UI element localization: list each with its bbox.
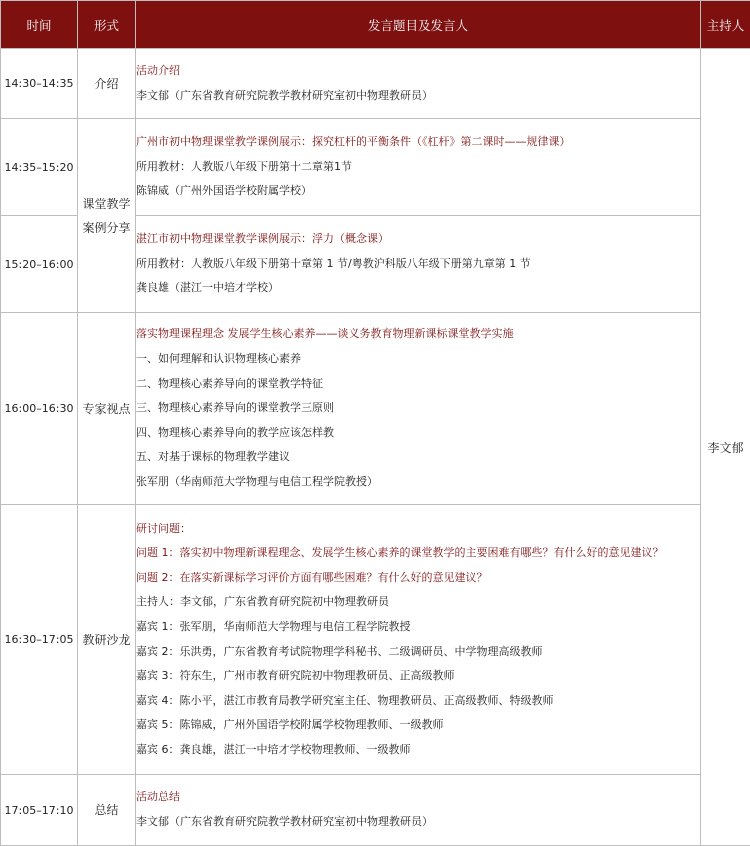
outline-item: 四、物理核心素养导向的教学应该怎样教 bbox=[136, 421, 700, 446]
topic-title: 落实物理课程理念 发展学生核心素养——谈义务教育物理新课标课堂教学实施 bbox=[136, 322, 700, 347]
outline-item: 一、如何理解和认识物理核心素养 bbox=[136, 347, 700, 372]
header-topic: 发言题目及发言人 bbox=[136, 1, 701, 49]
time-cell: 16:00–16:30 bbox=[1, 313, 78, 505]
form-cell: 介绍 bbox=[78, 49, 136, 119]
topic-title: 广州市初中物理课堂教学课例展示：探究杠杆的平衡条件（《杠杆》第二课时——规律课） bbox=[136, 130, 700, 155]
form-cell: 专家视点 bbox=[78, 313, 136, 505]
outline-item: 三、物理核心素养导向的课堂教学三原则 bbox=[136, 396, 700, 421]
guest-line: 嘉宾 4：陈小平，湛江市教育局教学研究室主任、物理教研员、正高级教师、特级教师 bbox=[136, 689, 700, 714]
textbook-line: 所用教材：人教版八年级下册第十章第 1 节/粤教沪科版八年级下册第九章第 1 节 bbox=[136, 252, 700, 277]
table-row bbox=[1, 775, 750, 846]
speaker-line: 张军朋（华南师范大学物理与电信工程学院教授） bbox=[136, 470, 700, 495]
header-host: 主持人 bbox=[701, 1, 750, 49]
question-line: 问题 1：落实初中物理新课程理念、发展学生核心素养的课堂教学的主要困难有哪些？有什么好的意见建议？ bbox=[136, 541, 700, 566]
host-cell: 李文郁 bbox=[701, 49, 750, 846]
table-row bbox=[1, 505, 750, 775]
form-cell: 教研沙龙 bbox=[78, 505, 136, 775]
content-cell bbox=[136, 313, 701, 505]
form-line: 案例分享 bbox=[78, 216, 135, 240]
header-time: 时间 bbox=[1, 1, 78, 49]
guest-line: 嘉宾 6：龚良雄，湛江一中培才学校物理教师、一级教师 bbox=[136, 738, 700, 763]
time-cell: 14:30–14:35 bbox=[1, 49, 78, 119]
question-line: 问题 2：在落实新课标学习评价方面有哪些困难？有什么好的意见建议？ bbox=[136, 566, 700, 591]
table-row bbox=[1, 119, 750, 216]
form-cell: 总结 bbox=[78, 775, 136, 846]
topic-title: 湛江市初中物理课堂教学课例展示：浮力（概念课） bbox=[136, 227, 700, 252]
guest-line: 嘉宾 1：张军朋，华南师范大学物理与电信工程学院教授 bbox=[136, 615, 700, 640]
content-cell bbox=[136, 216, 701, 313]
textbook-line: 所用教材：人教版八年级下册第十二章第1节 bbox=[136, 155, 700, 180]
outline-item: 二、物理核心素养导向的课堂教学特征 bbox=[136, 372, 700, 397]
time-cell: 15:20–16:00 bbox=[1, 216, 78, 313]
time-cell: 17:05–17:10 bbox=[1, 775, 78, 846]
moderator-line: 主持人：李文郁，广东省教育研究院初中物理教研员 bbox=[136, 590, 700, 615]
content-cell bbox=[136, 505, 701, 775]
content-cell bbox=[136, 49, 701, 119]
form-line: 课堂教学 bbox=[78, 192, 135, 216]
topic-title: 研讨问题： bbox=[136, 517, 700, 542]
topic-title: 活动介绍 bbox=[136, 59, 700, 84]
speaker-line: 龚良雄（湛江一中培才学校） bbox=[136, 276, 700, 301]
time-cell: 16:30–17:05 bbox=[1, 505, 78, 775]
speaker-line: 陈锦威（广州外国语学校附属学校） bbox=[136, 179, 700, 204]
speaker-line: 李文郁（广东省教育研究院教学教材研究室初中物理教研员） bbox=[136, 84, 700, 109]
content-cell bbox=[136, 119, 701, 216]
header-row bbox=[1, 1, 750, 49]
header-form: 形式 bbox=[78, 1, 136, 49]
guest-line: 嘉宾 2：乐洪勇，广东省教育考试院物理学科秘书、二级调研员、中学物理高级教师 bbox=[136, 640, 700, 665]
table-row bbox=[1, 49, 750, 119]
form-cell-merged bbox=[78, 119, 136, 313]
topic-title: 活动总结 bbox=[136, 785, 700, 810]
guest-line: 嘉宾 3：符东生，广州市教育研究院初中物理教研员、正高级教师 bbox=[136, 664, 700, 689]
speaker-line: 李文郁（广东省教育研究院教学教材研究室初中物理教研员） bbox=[136, 810, 700, 835]
content-cell bbox=[136, 775, 701, 846]
time-cell: 14:35–15:20 bbox=[1, 119, 78, 216]
table-row bbox=[1, 313, 750, 505]
guest-line: 嘉宾 5：陈锦威，广州外国语学校附属学校物理教师、一级教师 bbox=[136, 713, 700, 738]
outline-item: 五、对基于课标的物理教学建议 bbox=[136, 445, 700, 470]
